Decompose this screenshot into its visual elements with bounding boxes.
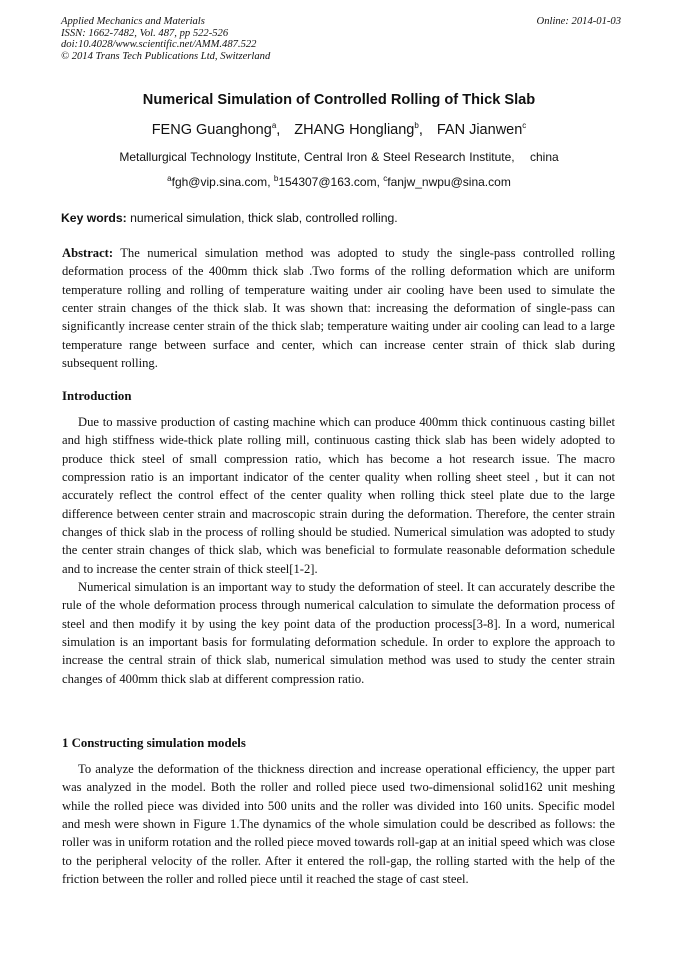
author-affil-mark: c xyxy=(522,121,527,130)
email-mark: a xyxy=(167,174,172,183)
paper-title: Numerical Simulation of Controlled Rolling of Thick Slab xyxy=(142,92,536,108)
section-1-heading: 1 Constructing simulation models xyxy=(62,736,246,750)
keywords-label: Key words: xyxy=(61,211,127,225)
section-1-body xyxy=(62,760,615,888)
author-affil-mark: b xyxy=(414,121,419,130)
online-date: Online: 2014-01-03 xyxy=(536,16,621,27)
email-separator: , xyxy=(267,175,274,189)
email-address[interactable]: fanjw_nwpu@sina.com xyxy=(387,175,511,189)
email-separator: , xyxy=(376,175,384,189)
author-separator: , xyxy=(418,121,423,138)
abstract xyxy=(62,244,615,372)
abstract-label: Abstract: xyxy=(62,246,114,260)
author-list xyxy=(40,121,638,138)
paragraph: Numerical simulation is an important way to study the deformation of steel. It can accurately describe the rule of the whole deformation process through numerical calculation to simulate the deformation process of steel and then modify it by using the key point data of the production process[3-8]. In a word, numerical simulation is an important basis for formulating deformation schedule. In order to explore the approach to increase the central strain of thick slab, numerical simulation method was used to study the center strain changes of 400mm thick slab at different compression ratio. xyxy=(62,580,615,686)
journal-name: Applied Mechanics and Materials xyxy=(61,16,205,27)
introduction-heading: Introduction xyxy=(62,389,132,403)
paragraph: To analyze the deformation of the thickness direction and increase operational efficiency, the upper part was analyzed in the model. Both the roller and rolled piece used two-dimensional solid162 unit meshing while the rolled piece was divided into 500 units and the roller was divided into 160 units. Specific model and mesh were shown in Figure 1.The dynamics of the whole simulation could be described as follows: the roller was in uniform rotation and the rolled piece moved towards roll-gap at an initial speed which was close to the peripheral velocity of the roller. After it entered the roll-gap, the rolling started with the help of the friction between the roller and rolled piece until it reached the stage of cast steel. xyxy=(62,762,615,887)
author-name: FAN Jianwen xyxy=(436,121,523,138)
email-address[interactable]: 154307@163.com xyxy=(278,175,377,189)
introduction-body xyxy=(62,413,615,688)
author-name: FENG Guanghong xyxy=(151,121,272,138)
author-separator: , xyxy=(276,121,281,138)
publication-info xyxy=(61,16,621,62)
email-mark: c xyxy=(383,174,388,183)
email-address[interactable]: fgh@vip.sina.com xyxy=(171,175,268,189)
author-affil-mark: a xyxy=(271,121,277,130)
affiliation-country: china xyxy=(529,150,559,164)
affiliation-institute: Metallurgical Technology Institute, Central Iron & Steel Research Institute, xyxy=(119,150,515,164)
author-name: ZHANG Hongliang xyxy=(294,121,415,138)
issn-line: ISSN: 1662-7482, Vol. 487, pp 522-526 xyxy=(61,27,229,39)
affiliation xyxy=(40,150,638,164)
email-list xyxy=(40,174,638,189)
paragraph: Due to massive production of casting machine which can produce 400mm thick continuous casting billet and high stiffness wide-thick plate rolling mill, continuous casting thick slab has been widely adopted to produce thick steel of small compression ratio, which has become a hot research issue. The macro compression ratio is an important indicator of the center quality when rolling sheet steel , but it can not accurately reflect the control effect of the center quality when rolling thick steel plate due to the large difference between center strain and macroscopic strain during the deformation. Therefore, the center strain changes of thick slab in the process of rolling should be studied. Numerical simulation was adopted to study the center strain changes of thick slab, which was beneficial to formulate reasonable deformation schedule and to increase the center strain of thick steel[1-2]. xyxy=(62,415,615,576)
copyright-line: © 2014 Trans Tech Publications Ltd, Switzerland xyxy=(61,50,271,62)
doi-line: doi:10.4028/www.scientific.net/AMM.487.522 xyxy=(61,39,257,51)
keywords xyxy=(61,211,617,225)
keywords-text: numerical simulation, thick slab, controlled rolling. xyxy=(130,211,398,225)
email-mark: b xyxy=(273,174,279,183)
abstract-text: The numerical simulation method was adopted to study the single-pass controlled rolling deformation process of the 400mm thick slab .Two forms of the rolling deformation which are uniform temperature rolling and rolling of temperature waiting under air cooling have been used to simulate the center strain changes of the thick slab. It was shown that: increasing the deformation of single-pass can significantly increase center strain of the thick slab; temperature waiting under air cooling can lead to a large temperature range between surface and center, which can increase center strain of thick slab during subsequent rolling. xyxy=(62,246,615,371)
